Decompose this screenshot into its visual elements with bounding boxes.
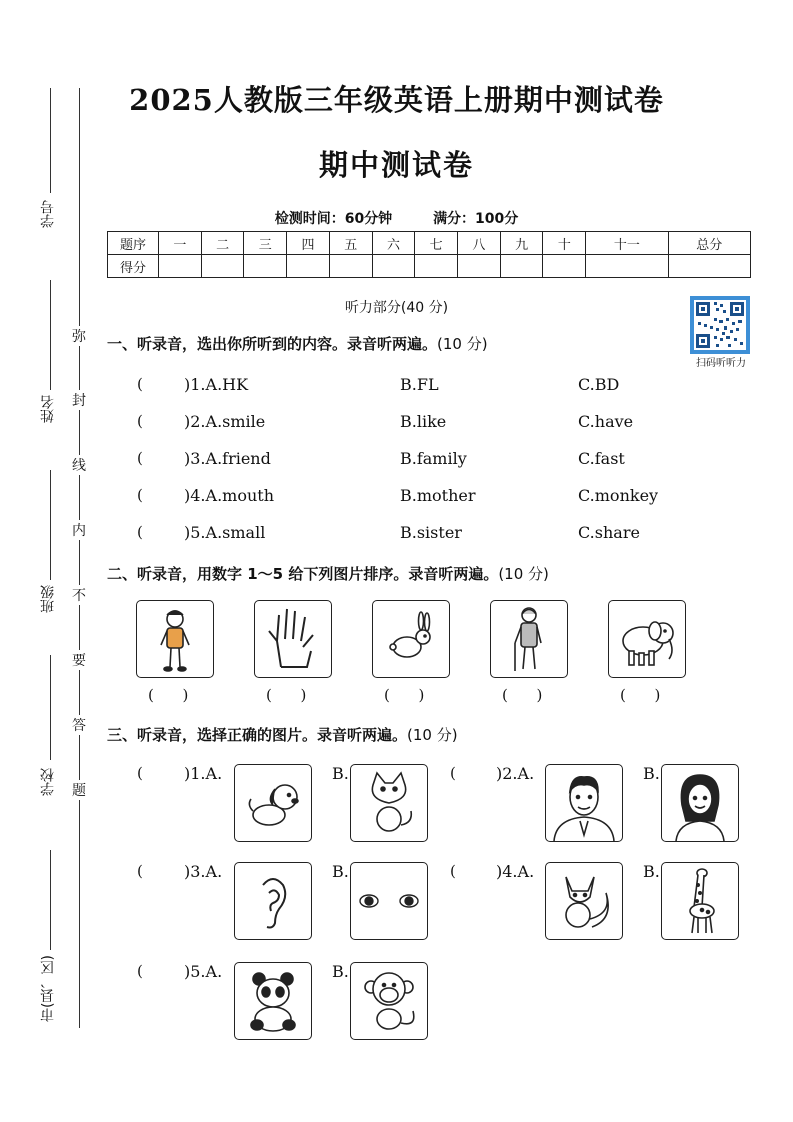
- answer-paren[interactable]: (: [137, 412, 143, 430]
- option-b: B.sister: [400, 523, 462, 542]
- city-line: [50, 850, 51, 950]
- section3-points: (10 分): [407, 726, 458, 744]
- option-a: )5.A.small: [184, 523, 266, 542]
- option-a: )3.A.friend: [184, 449, 271, 468]
- score-cell: 五: [329, 232, 372, 255]
- option-b: B.like: [400, 412, 447, 431]
- score-cell: 六: [372, 232, 415, 255]
- section2-points: (10 分): [498, 565, 549, 583]
- answer-paren[interactable]: (: [137, 375, 143, 393]
- answer-paren[interactable]: (: [137, 962, 143, 980]
- option-b-label: B.: [332, 764, 349, 783]
- score-input-cell[interactable]: [287, 255, 330, 278]
- section1-points: (10 分): [437, 335, 488, 353]
- exam-time: 检测时间：60分钟: [274, 211, 393, 227]
- cat-icon[interactable]: [350, 764, 428, 842]
- option-c: C.have: [578, 412, 634, 431]
- score-input-cell[interactable]: [415, 255, 458, 278]
- seal-char: 线: [72, 455, 86, 475]
- option-b-label: B.: [332, 862, 349, 881]
- option-a: )4.A.mouth: [184, 486, 274, 505]
- option-b: B.FL: [400, 375, 439, 394]
- order-answer-paren[interactable]: ( ): [148, 686, 189, 704]
- page-subtitle: 期中测试卷: [318, 148, 474, 182]
- score-input-cell[interactable]: [159, 255, 202, 278]
- section1-title: [107, 333, 488, 354]
- score-cell: 九: [500, 232, 543, 255]
- option-b: B.mother: [400, 486, 476, 505]
- page-title: 2025人教版三年级英语上册期中测试卷: [129, 83, 664, 117]
- score-input-cell[interactable]: [458, 255, 501, 278]
- score-input-cell[interactable]: [244, 255, 287, 278]
- score-cell: 三: [244, 232, 287, 255]
- answer-paren[interactable]: (: [137, 523, 143, 541]
- qr-code-icon[interactable]: [690, 296, 750, 354]
- section3-title: [107, 724, 458, 745]
- seal-char: 不: [72, 585, 86, 605]
- school-line: [50, 655, 51, 760]
- giraffe-icon[interactable]: [661, 862, 739, 940]
- score-cell: 七: [415, 232, 458, 255]
- class-line: [50, 470, 51, 580]
- panda-icon[interactable]: [234, 962, 312, 1040]
- answer-paren[interactable]: (: [137, 486, 143, 504]
- score-table-header-row: [108, 232, 751, 255]
- name-label: 姓名: [40, 395, 56, 423]
- answer-paren[interactable]: (: [137, 862, 143, 880]
- q2-label: )2.A.: [496, 764, 535, 783]
- answer-paren[interactable]: (: [450, 862, 456, 880]
- score-input-cell[interactable]: [586, 255, 668, 278]
- score-input-cell[interactable]: [543, 255, 586, 278]
- fox-icon[interactable]: [545, 862, 623, 940]
- score-cell: 一: [159, 232, 202, 255]
- section3-title-text: 三、听录音，选择正确的图片。录音听两遍。: [107, 726, 408, 744]
- monkey-icon[interactable]: [350, 962, 428, 1040]
- option-c: C.share: [578, 523, 640, 542]
- order-answer-paren[interactable]: ( ): [384, 686, 425, 704]
- q4-label: )4.A.: [496, 862, 535, 881]
- ear-icon[interactable]: [234, 862, 312, 940]
- option-c: C.monkey: [578, 486, 659, 505]
- man-icon[interactable]: [545, 764, 623, 842]
- seal-char: 答: [72, 715, 86, 735]
- answer-paren[interactable]: (: [450, 764, 456, 782]
- answer-paren[interactable]: (: [137, 764, 143, 782]
- girl-icon[interactable]: [661, 764, 739, 842]
- rabbit-icon[interactable]: [372, 600, 450, 678]
- school-label: 学校: [40, 768, 56, 796]
- option-b-label: B.: [332, 962, 349, 981]
- hand-icon[interactable]: [254, 600, 332, 678]
- score-input-cell[interactable]: [500, 255, 543, 278]
- q3-label: )3.A.: [184, 862, 223, 881]
- section2-title: [107, 563, 549, 584]
- seal-char: 要: [72, 650, 86, 670]
- score-cell: 题序: [108, 232, 159, 255]
- old-man-icon[interactable]: [490, 600, 568, 678]
- score-cell: 十一: [586, 232, 668, 255]
- section2-title-text: 二、听录音，用数字 1～5 给下列图片排序。录音听两遍。: [107, 565, 499, 583]
- listening-header: 听力部分(40 分): [344, 300, 449, 316]
- qr-caption: 扫码听听力: [696, 358, 746, 369]
- dog-icon[interactable]: [234, 764, 312, 842]
- boy-icon[interactable]: [136, 600, 214, 678]
- answer-paren[interactable]: (: [137, 449, 143, 467]
- score-cell: 四: [287, 232, 330, 255]
- class-label: 班级: [40, 585, 56, 613]
- score-cell: 二: [201, 232, 244, 255]
- score-input-cell[interactable]: [372, 255, 415, 278]
- score-cell: 得分: [108, 255, 159, 278]
- score-cell: 十: [543, 232, 586, 255]
- option-b-label: B.: [643, 862, 660, 881]
- score-input-cell[interactable]: [201, 255, 244, 278]
- elephant-icon[interactable]: [608, 600, 686, 678]
- seal-char: 题: [72, 780, 86, 800]
- seal-char: 弥: [72, 326, 86, 346]
- score-input-cell[interactable]: [668, 255, 750, 278]
- seal-char: 封: [72, 390, 86, 410]
- option-c: C.fast: [578, 449, 625, 468]
- q1-label: )1.A.: [184, 764, 223, 783]
- order-answer-paren[interactable]: ( ): [502, 686, 543, 704]
- option-c: C.BD: [578, 375, 620, 394]
- score-cell: 八: [458, 232, 501, 255]
- seal-line: [79, 88, 80, 1028]
- option-b-label: B.: [643, 764, 660, 783]
- score-table: [107, 231, 751, 278]
- order-answer-paren[interactable]: ( ): [620, 686, 661, 704]
- option-a: )2.A.smile: [184, 412, 266, 431]
- option-a: )1.A.HK: [184, 375, 249, 394]
- order-answer-paren[interactable]: ( ): [266, 686, 307, 704]
- city-label: 市(县、区): [40, 955, 56, 1022]
- eyes-icon[interactable]: [350, 862, 428, 940]
- section1-title-text: 一、听录音，选出你所听到的内容。录音听两遍。: [107, 335, 438, 353]
- student-number-label: 学号: [40, 200, 56, 228]
- score-input-cell[interactable]: [329, 255, 372, 278]
- q5-label: )5.A.: [184, 962, 223, 981]
- seal-char: 内: [72, 520, 86, 540]
- exam-meta: [0, 208, 793, 228]
- score-cell: 总分: [668, 232, 750, 255]
- option-b: B.family: [400, 449, 467, 468]
- exam-full-score: 满分：100分: [433, 211, 519, 227]
- score-table-score-row: [108, 255, 751, 278]
